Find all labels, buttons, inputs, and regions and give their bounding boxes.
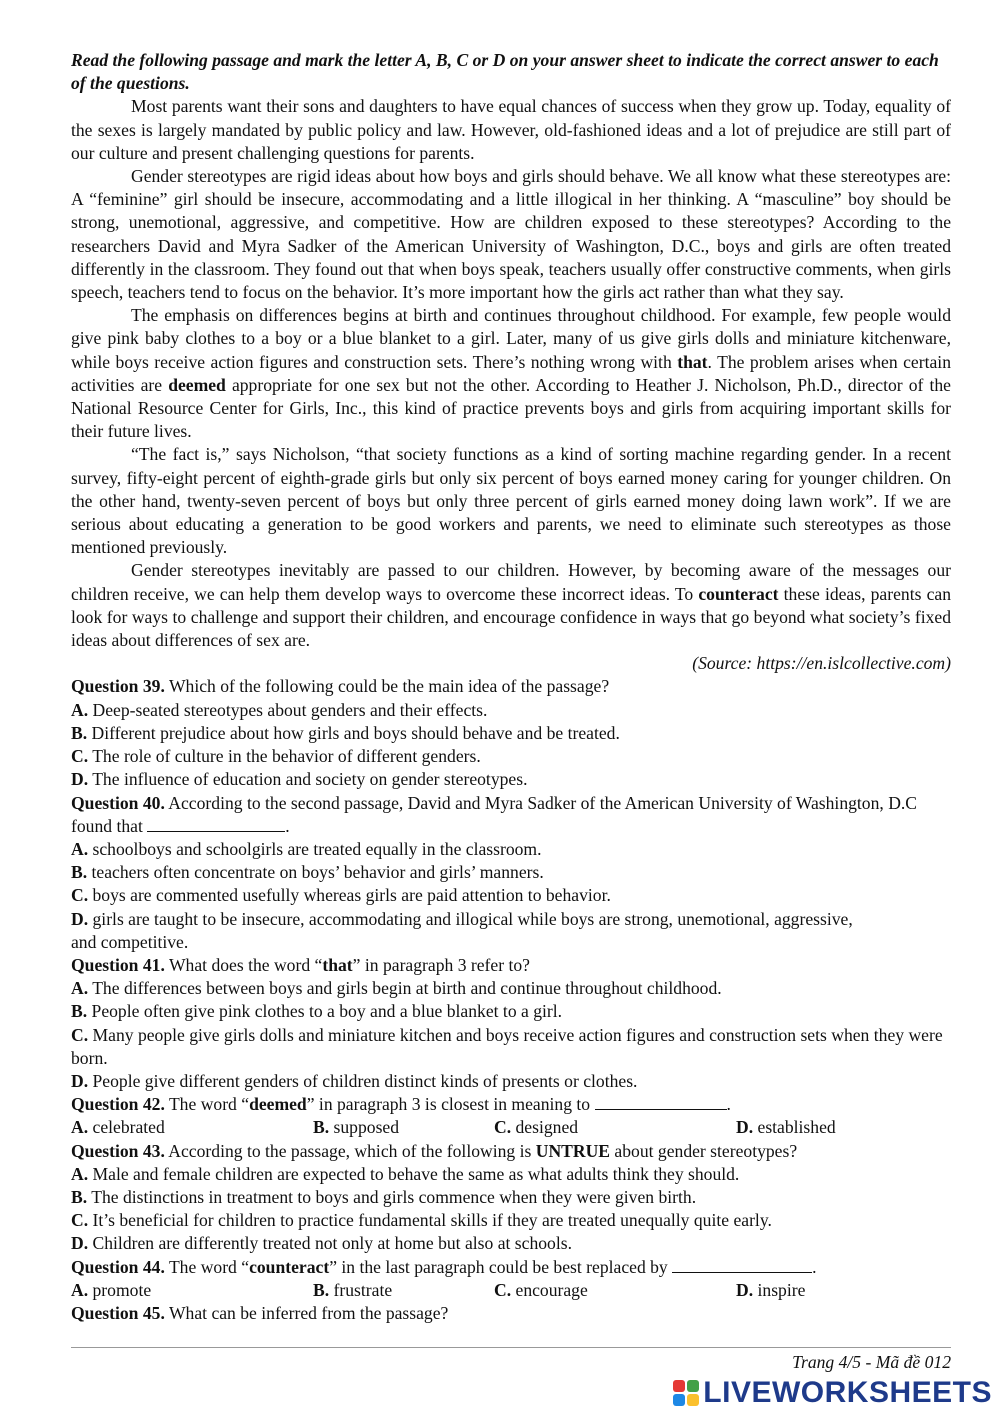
passage-paragraph-4: “The fact is,” says Nicholson, “that society functions as a kind of sorting machine regarding gender. In a recent survey, fifty-eight percent of eighth-grade girls but only six percent of boys earned money caring for younger children. On the other hand, twenty-seven percent of boys but only three percent of girls earned money doing lawn work”. If we are serious about educating a generation to be good workers and parents, we need to eliminate such stereotypes as those mentioned previously. — [71, 444, 951, 558]
question-44 — [71, 1256, 951, 1302]
instructions: Read the following passage and mark the letter A, B, C or D on your answer sheet to indicate the correct answer to each of the questions. — [71, 50, 939, 94]
passage-paragraph-5: Gender stereotypes inevitably are passed to our children. However, by becoming aware of the messages our children receive, we can help them develop ways to overcome these incorrect ideas. To counteract these ideas, parents can look for ways to challenge and support their children, and encourage confidence in ways that go beyond what society’s fixed ideas about differences of sex are. — [71, 560, 952, 651]
question-41-option-c[interactable]: C. Many people give girls dolls and miniature kitchen and boys receive action figures and construction sets when they were born. — [71, 1024, 943, 1068]
question-42-option-b[interactable]: B. supposed — [313, 1117, 400, 1138]
answer-blank — [672, 1258, 812, 1273]
question-39-option-d[interactable]: D. The influence of education and society on gender stereotypes. — [71, 769, 528, 790]
question-39 — [71, 675, 951, 791]
question-41 — [71, 954, 951, 1093]
question-43-option-b[interactable]: B. The distinctions in treatment to boys and girls commence when they were given birth. — [71, 1186, 697, 1207]
question-44-stem: Question 44. The word “counteract” in the last paragraph could be best replaced by . — [71, 1256, 817, 1277]
question-44-options — [71, 1279, 951, 1302]
keyword-deemed: deemed — [168, 374, 226, 395]
question-41-stem: Question 41. What does the word “that” in paragraph 3 refer to? — [71, 954, 530, 975]
passage-paragraph-3: The emphasis on differences begins at birth and continues throughout childhood. For example, few people would give pink baby clothes to a boy or a blue blanket to a girl. Later, many of us give girls dolls and miniature kitchenware, while boys receive action figures and construction sets. There’s nothing wrong with that. The problem arises when certain activities are deemed appropriate for one sex but not the other. According to Heather J. Nicholson, Ph.D., director of the National Resource Center for Girls, Inc., this kind of practice prevents boys and girls from acquiring important skills for their future lives. — [71, 305, 951, 442]
question-43-option-c[interactable]: C. It’s beneficial for children to practice fundamental skills if they are treated unequally quite early. — [71, 1210, 772, 1231]
question-42-option-c[interactable]: C. designed — [494, 1117, 579, 1138]
question-39-option-b[interactable]: B. Different prejudice about how girls and boys should behave and be treated. — [71, 722, 620, 743]
question-42 — [71, 1093, 951, 1139]
liveworksheets-logo-icon — [673, 1380, 699, 1406]
question-40-option-d[interactable]: D. girls are taught to be insecure, accommodating and illogical while boys are strong, unemotional, aggressive, and competitive. — [71, 908, 853, 952]
question-42-option-a[interactable]: A. celebrated — [71, 1117, 165, 1138]
question-41-option-b[interactable]: B. People often give pink clothes to a boy and a blue blanket to a girl. — [71, 1001, 563, 1022]
question-45 — [71, 1302, 951, 1325]
question-43-stem: Question 43. According to the passage, which of the following is UNTRUE about gender stereotypes? — [71, 1140, 798, 1161]
question-40-option-b[interactable]: B. teachers often concentrate on boys’ behavior and girls’ manners. — [71, 862, 544, 883]
passage-paragraph-1: Most parents want their sons and daughters to have equal chances of success when they grow up. Today, equality of the sexes is largely mandated by public policy and law. However, old-fashioned ideas and a lot of prejudice are still part of our culture and present challenging questions for parents. — [71, 96, 951, 163]
answer-blank — [147, 817, 285, 832]
question-44-option-a[interactable]: A. promote — [71, 1279, 152, 1300]
question-40-option-c[interactable]: C. boys are commented usefully whereas girls are paid attention to behavior. — [71, 885, 611, 906]
liveworksheets-logo[interactable] — [673, 1376, 992, 1410]
keyword-counteract: counteract — [698, 583, 779, 604]
answer-blank — [595, 1095, 727, 1110]
question-39-stem: Question 39. Which of the following could be the main idea of the passage? — [71, 676, 610, 697]
question-44-option-c[interactable]: C. encourage — [494, 1279, 588, 1300]
question-43-option-d[interactable]: D. Children are differently treated not only at home but also at schools. — [71, 1233, 572, 1254]
question-40 — [71, 792, 951, 954]
page-footer: Trang 4/5 - Mã đề 012 — [792, 1352, 951, 1372]
question-44-option-b[interactable]: B. frustrate — [313, 1279, 393, 1300]
keyword-that: that — [677, 351, 708, 372]
liveworksheets-wordmark: LIVEWORKSHEETS — [703, 1376, 992, 1409]
worksheet-page — [71, 49, 951, 1325]
passage-source: (Source: https://en.islcollective.com) — [692, 653, 951, 674]
question-45-stem: Question 45. What can be inferred from the passage? — [71, 1302, 449, 1323]
question-39-option-a[interactable]: A. Deep-seated stereotypes about genders and their effects. — [71, 699, 488, 720]
question-42-stem: Question 42. The word “deemed” in paragraph 3 is closest in meaning to . — [71, 1094, 731, 1115]
question-40-option-a[interactable]: A. schoolboys and schoolgirls are treated equally in the classroom. — [71, 838, 542, 859]
question-44-option-d[interactable]: D. inspire — [736, 1279, 806, 1300]
question-41-option-a[interactable]: A. The differences between boys and girls begin at birth and continue throughout childhood. — [71, 978, 722, 999]
reading-passage — [71, 95, 951, 675]
question-41-option-d[interactable]: D. People give different genders of children distinct kinds of presents or clothes. — [71, 1070, 638, 1091]
question-39-option-c[interactable]: C. The role of culture in the behavior of different genders. — [71, 746, 481, 767]
footer-divider — [71, 1347, 951, 1348]
question-40-stem: Question 40. According to the second passage, David and Myra Sadker of the American University of Washington, D.C found that . — [71, 792, 918, 836]
question-42-options — [71, 1116, 951, 1139]
passage-paragraph-2: Gender stereotypes are rigid ideas about how boys and girls should behave. We all know what these stereotypes are: A “feminine” girl should be insecure, accommodating and a little illogical in her thinking. A “masculine” boy should be strong, unemotional, aggressive, and competitive. How are children exposed to these stereotypes? According to the researchers David and Myra Sadker of the American University of Washington, D.C., boys and girls are often treated differently in the classroom. They found out that when boys speak, teachers usually offer constructive comments, when girls speech, teachers tend to focus on the behavior. It’s more important how the girls act rather than what they say. — [71, 166, 951, 303]
question-42-option-d[interactable]: D. established — [736, 1117, 836, 1138]
question-43-option-a[interactable]: A. Male and female children are expected to behave the same as what adults think they should. — [71, 1163, 740, 1184]
question-43 — [71, 1140, 951, 1256]
